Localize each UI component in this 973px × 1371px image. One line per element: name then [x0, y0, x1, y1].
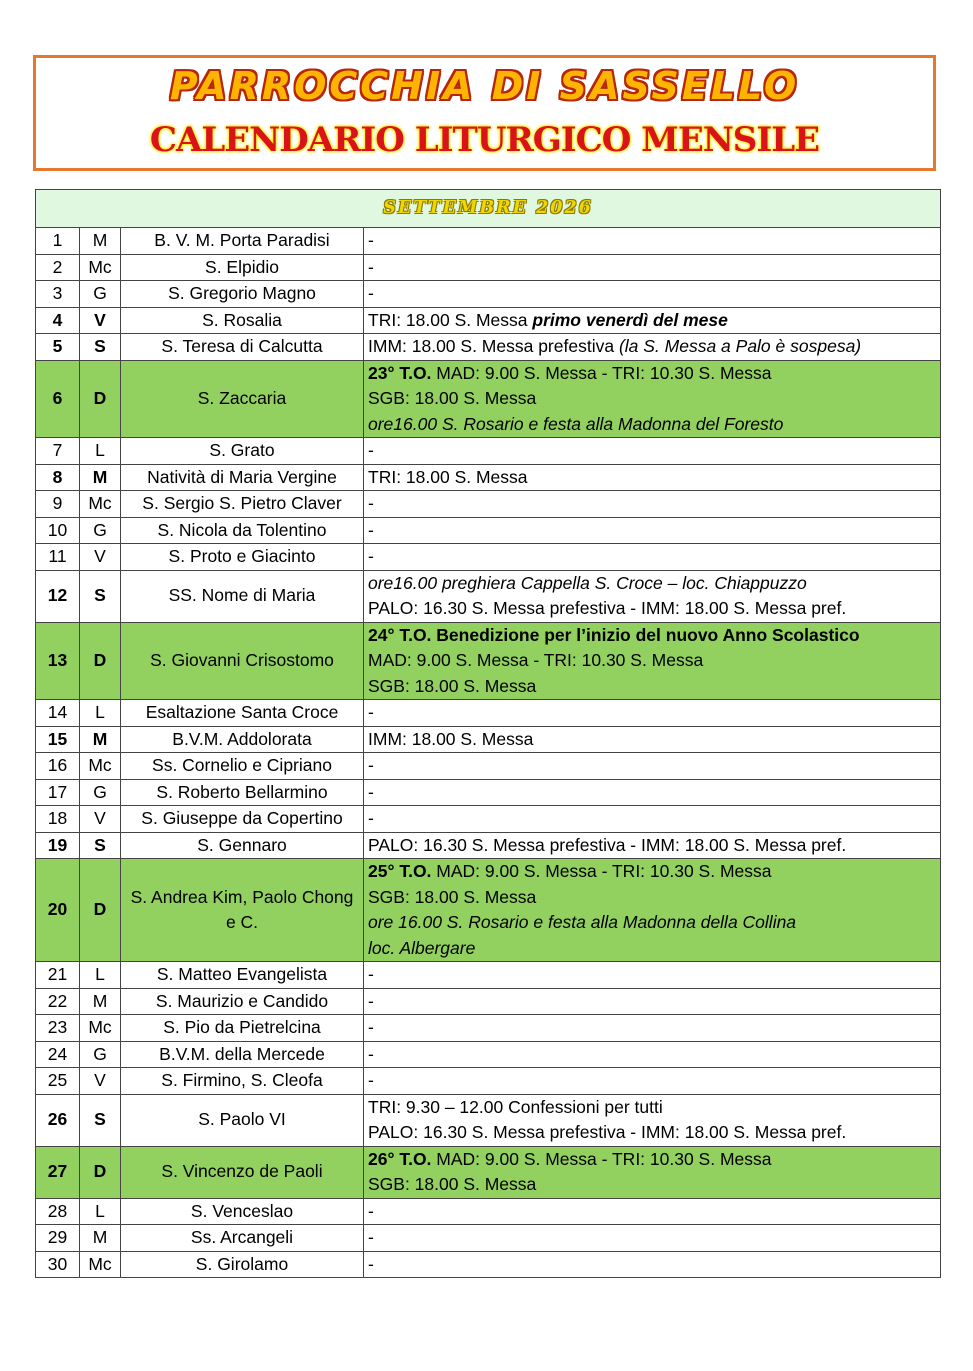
- saint-name: S. Girolamo: [121, 1251, 364, 1278]
- event-line: [368, 1225, 936, 1251]
- event-text: -: [368, 1200, 374, 1221]
- saint-name: B.V.M. Addolorata: [121, 726, 364, 753]
- day-number: 18: [36, 806, 80, 833]
- weekday: M: [80, 228, 121, 255]
- saint-name: S. Maurizio e Candido: [121, 988, 364, 1015]
- event-text: -: [368, 755, 374, 775]
- day-row: [36, 254, 941, 281]
- event-line: [368, 571, 936, 597]
- events-cell: [364, 334, 941, 361]
- events-cell: [364, 1225, 941, 1252]
- event-text: primo venerdì del mese: [532, 309, 728, 330]
- weekday: V: [80, 307, 121, 334]
- event-text: 24° T.O. Benedizione per l’inizio del nuovo Anno Scolastico: [368, 624, 860, 645]
- event-text: -: [368, 964, 374, 984]
- saint-name: Esaltazione Santa Croce: [121, 700, 364, 727]
- day-number: 8: [36, 464, 80, 491]
- events-cell: [364, 517, 941, 544]
- day-number: 20: [36, 859, 80, 962]
- event-text: 26° T.O.: [368, 1148, 432, 1169]
- event-text: -: [368, 283, 374, 303]
- day-row: [36, 753, 941, 780]
- saint-name: S. Teresa di Calcutta: [121, 334, 364, 361]
- event-text: -: [368, 440, 374, 460]
- weekday: S: [80, 570, 121, 622]
- event-text: PALO: 16.30 S. Messa prefestiva - IMM: 18.00 S. Messa pref.: [368, 598, 847, 618]
- event-text: MAD: 9.00 S. Messa - TRI: 10.30 S. Messa: [431, 362, 772, 383]
- event-line: [368, 228, 936, 254]
- weekday: M: [80, 726, 121, 753]
- event-line: [368, 753, 936, 779]
- events-cell: [364, 753, 941, 780]
- event-line: [368, 1252, 936, 1278]
- event-text: ore 16.00 S. Rosario e festa alla Madonna della Collina: [368, 912, 797, 932]
- saint-name: S. Pio da Pietrelcina: [121, 1015, 364, 1042]
- event-line: [368, 412, 936, 438]
- saint-name: S. Zaccaria: [121, 360, 364, 438]
- saint-name: B.V.M. della Mercede: [121, 1041, 364, 1068]
- events-cell: [364, 962, 941, 989]
- day-row: [36, 988, 941, 1015]
- events-cell: [364, 544, 941, 571]
- weekday: M: [80, 988, 121, 1015]
- event-text: TRI: 18.00 S. Messa: [368, 309, 533, 330]
- weekday: Mc: [80, 491, 121, 518]
- saint-name: Ss. Cornelio e Cipriano: [121, 753, 364, 780]
- events-cell: [364, 1251, 941, 1278]
- weekday: G: [80, 281, 121, 308]
- saint-name: Natività di Maria Vergine: [121, 464, 364, 491]
- event-text: -: [368, 230, 374, 250]
- day-row: [36, 334, 941, 361]
- saint-name: S. Firmino, S. Cleofa: [121, 1068, 364, 1095]
- event-line: [368, 833, 936, 859]
- day-row: [36, 228, 941, 255]
- event-line: [368, 334, 936, 360]
- events-cell: [364, 360, 941, 438]
- day-number: 2: [36, 254, 80, 281]
- event-text: -: [368, 702, 374, 722]
- day-number: 9: [36, 491, 80, 518]
- day-row: [36, 622, 941, 700]
- events-cell: [364, 464, 941, 491]
- event-line: [368, 308, 936, 334]
- event-line: [368, 544, 936, 570]
- event-text: -: [368, 1070, 374, 1090]
- day-number: 7: [36, 438, 80, 465]
- event-text: MAD: 9.00 S. Messa - TRI: 10.30 S. Messa: [368, 650, 704, 670]
- day-row: [36, 832, 941, 859]
- event-text: MAD: 9.00 S. Messa - TRI: 10.30 S. Messa: [431, 1148, 772, 1169]
- weekday: V: [80, 1068, 121, 1095]
- day-row: [36, 1068, 941, 1095]
- event-text: IMM: 18.00 S. Messa: [368, 728, 534, 749]
- event-text: -: [368, 990, 374, 1011]
- event-line: [368, 465, 936, 491]
- day-row: [36, 806, 941, 833]
- event-text: -: [368, 256, 374, 277]
- saint-name: S. Giuseppe da Copertino: [121, 806, 364, 833]
- event-line: [368, 727, 936, 753]
- weekday: V: [80, 806, 121, 833]
- day-row: [36, 544, 941, 571]
- events-cell: [364, 700, 941, 727]
- day-row: [36, 281, 941, 308]
- weekday: S: [80, 334, 121, 361]
- event-text: -: [368, 519, 374, 540]
- saint-name: S. Roberto Bellarmino: [121, 779, 364, 806]
- day-number: 22: [36, 988, 80, 1015]
- events-cell: [364, 1068, 941, 1095]
- event-text: (la S. Messa a Palo è sospesa): [618, 336, 862, 356]
- day-number: 14: [36, 700, 80, 727]
- weekday: L: [80, 700, 121, 727]
- event-line: [368, 648, 936, 674]
- event-text: ore16.00 preghiera Cappella S. Croce – loc. Chiappuzzo: [368, 572, 807, 593]
- event-line: [368, 1095, 936, 1121]
- weekday: Mc: [80, 1015, 121, 1042]
- event-line: [368, 361, 936, 387]
- saint-name: S. Paolo VI: [121, 1094, 364, 1146]
- saint-name: S. Grato: [121, 438, 364, 465]
- day-number: 24: [36, 1041, 80, 1068]
- saint-name: Ss. Arcangeli: [121, 1225, 364, 1252]
- saint-name: S. Sergio S. Pietro Claver: [121, 491, 364, 518]
- event-text: 23° T.O.: [368, 362, 432, 383]
- saint-name: S. Venceslao: [121, 1198, 364, 1225]
- saint-name: S. Rosalia: [121, 307, 364, 334]
- event-line: [368, 910, 936, 936]
- event-line: [368, 491, 936, 517]
- event-text: MAD: 9.00 S. Messa - TRI: 10.30 S. Messa: [431, 861, 772, 881]
- saint-name: S. Andrea Kim, Paolo Chong e C.: [121, 859, 364, 962]
- saint-name: S. Elpidio: [121, 254, 364, 281]
- weekday: D: [80, 1146, 121, 1198]
- title-box: [33, 55, 936, 171]
- events-cell: [364, 570, 941, 622]
- event-line: [368, 386, 936, 412]
- day-row: [36, 859, 941, 962]
- day-number: 6: [36, 360, 80, 438]
- events-cell: [364, 491, 941, 518]
- day-number: 27: [36, 1146, 80, 1198]
- weekday: D: [80, 360, 121, 438]
- event-line: [368, 1172, 936, 1198]
- event-line: [368, 255, 936, 281]
- event-text: SGB: 18.00 S. Messa: [368, 388, 537, 408]
- day-number: 29: [36, 1225, 80, 1252]
- events-cell: [364, 806, 941, 833]
- event-text: -: [368, 546, 374, 566]
- day-number: 13: [36, 622, 80, 700]
- events-cell: [364, 859, 941, 962]
- day-row: [36, 491, 941, 518]
- day-number: 11: [36, 544, 80, 571]
- day-number: 30: [36, 1251, 80, 1278]
- events-cell: [364, 1198, 941, 1225]
- event-text: -: [368, 1227, 374, 1247]
- day-number: 1: [36, 228, 80, 255]
- events-cell: [364, 281, 941, 308]
- weekday: G: [80, 517, 121, 544]
- event-line: [368, 700, 936, 726]
- event-line: [368, 623, 936, 649]
- day-number: 15: [36, 726, 80, 753]
- weekday: M: [80, 1225, 121, 1252]
- event-line: [368, 596, 936, 622]
- event-line: [368, 1015, 936, 1041]
- weekday: Mc: [80, 254, 121, 281]
- event-line: [368, 1147, 936, 1173]
- day-row: [36, 779, 941, 806]
- day-row: [36, 1094, 941, 1146]
- event-text: -: [368, 1253, 374, 1274]
- event-line: [368, 780, 936, 806]
- event-text: PALO: 16.30 S. Messa prefestiva - IMM: 18.00 S. Messa pref.: [368, 1122, 847, 1142]
- day-number: 21: [36, 962, 80, 989]
- event-text: -: [368, 493, 374, 513]
- event-text: loc. Albergare: [368, 937, 476, 958]
- event-line: [368, 281, 936, 307]
- events-cell: [364, 988, 941, 1015]
- day-number: 25: [36, 1068, 80, 1095]
- event-text: PALO: 16.30 S. Messa prefestiva - IMM: 18.00 S. Messa pref.: [368, 834, 847, 855]
- saint-name: S. Nicola da Tolentino: [121, 517, 364, 544]
- event-line: [368, 1068, 936, 1094]
- weekday: Mc: [80, 1251, 121, 1278]
- events-cell: [364, 307, 941, 334]
- saint-name: S. Giovanni Crisostomo: [121, 622, 364, 700]
- day-row: [36, 307, 941, 334]
- saint-name: S. Gennaro: [121, 832, 364, 859]
- day-number: 5: [36, 334, 80, 361]
- saint-name: S. Matteo Evangelista: [121, 962, 364, 989]
- saint-name: S. Vincenzo de Paoli: [121, 1146, 364, 1198]
- month-header-row: [36, 190, 941, 228]
- day-row: [36, 700, 941, 727]
- events-cell: [364, 254, 941, 281]
- event-text: -: [368, 808, 374, 828]
- event-text: SGB: 18.00 S. Messa: [368, 1174, 537, 1194]
- saint-name: B. V. M. Porta Paradisi: [121, 228, 364, 255]
- saint-name: SS. Nome di Maria: [121, 570, 364, 622]
- day-number: 12: [36, 570, 80, 622]
- events-cell: [364, 622, 941, 700]
- day-number: 19: [36, 832, 80, 859]
- day-row: [36, 1251, 941, 1278]
- saint-name: S. Proto e Giacinto: [121, 544, 364, 571]
- day-number: 16: [36, 753, 80, 780]
- events-cell: [364, 779, 941, 806]
- day-number: 17: [36, 779, 80, 806]
- event-text: -: [368, 1017, 374, 1037]
- event-text: SGB: 18.00 S. Messa: [368, 886, 537, 907]
- event-line: [368, 1120, 936, 1146]
- event-line: [368, 806, 936, 832]
- events-cell: [364, 1041, 941, 1068]
- events-cell: [364, 228, 941, 255]
- weekday: S: [80, 832, 121, 859]
- weekday: D: [80, 622, 121, 700]
- events-cell: [364, 438, 941, 465]
- day-row: [36, 360, 941, 438]
- event-line: [368, 962, 936, 988]
- weekday: Mc: [80, 753, 121, 780]
- events-cell: [364, 726, 941, 753]
- weekday: L: [80, 438, 121, 465]
- weekday: L: [80, 1198, 121, 1225]
- event-text: -: [368, 781, 374, 802]
- event-text: TRI: 9.30 – 12.00 Confessioni per tutti: [368, 1096, 663, 1117]
- day-row: [36, 962, 941, 989]
- day-row: [36, 1198, 941, 1225]
- event-line: [368, 885, 936, 911]
- event-line: [368, 518, 936, 544]
- day-number: 23: [36, 1015, 80, 1042]
- day-row: [36, 1041, 941, 1068]
- event-text: ore16.00 S. Rosario e festa alla Madonna del Foresto: [368, 413, 784, 434]
- event-line: [368, 936, 936, 962]
- month-title: SETTEMBRE 2026: [36, 190, 941, 228]
- day-row: [36, 1015, 941, 1042]
- event-text: IMM: 18.00 S. Messa prefestiva: [368, 336, 619, 356]
- event-line: [368, 1199, 936, 1225]
- day-row: [36, 570, 941, 622]
- event-text: 25° T.O.: [368, 861, 432, 881]
- event-text: TRI: 18.00 S. Messa: [368, 466, 528, 487]
- weekday: M: [80, 464, 121, 491]
- weekday: S: [80, 1094, 121, 1146]
- events-cell: [364, 832, 941, 859]
- weekday: G: [80, 779, 121, 806]
- day-row: [36, 1225, 941, 1252]
- day-number: 26: [36, 1094, 80, 1146]
- saint-name: S. Gregorio Magno: [121, 281, 364, 308]
- day-row: [36, 1146, 941, 1198]
- day-row: [36, 517, 941, 544]
- event-line: [368, 989, 936, 1015]
- liturgical-calendar-table: [35, 189, 941, 1278]
- event-line: [368, 438, 936, 464]
- day-number: 4: [36, 307, 80, 334]
- day-row: [36, 726, 941, 753]
- events-cell: [364, 1015, 941, 1042]
- day-number: 10: [36, 517, 80, 544]
- events-cell: [364, 1146, 941, 1198]
- weekday: L: [80, 962, 121, 989]
- events-cell: [364, 1094, 941, 1146]
- day-number: 3: [36, 281, 80, 308]
- calendar-title: CALENDARIO LITURGICO MENSILE: [149, 120, 820, 160]
- weekday: V: [80, 544, 121, 571]
- weekday: G: [80, 1041, 121, 1068]
- parish-name: PARROCCHIA DI SASSELLO: [169, 64, 800, 108]
- event-line: [368, 859, 936, 885]
- weekday: D: [80, 859, 121, 962]
- day-row: [36, 438, 941, 465]
- event-line: [368, 1042, 936, 1068]
- event-text: SGB: 18.00 S. Messa: [368, 675, 537, 696]
- day-row: [36, 464, 941, 491]
- day-number: 28: [36, 1198, 80, 1225]
- event-text: -: [368, 1043, 374, 1064]
- event-line: [368, 674, 936, 700]
